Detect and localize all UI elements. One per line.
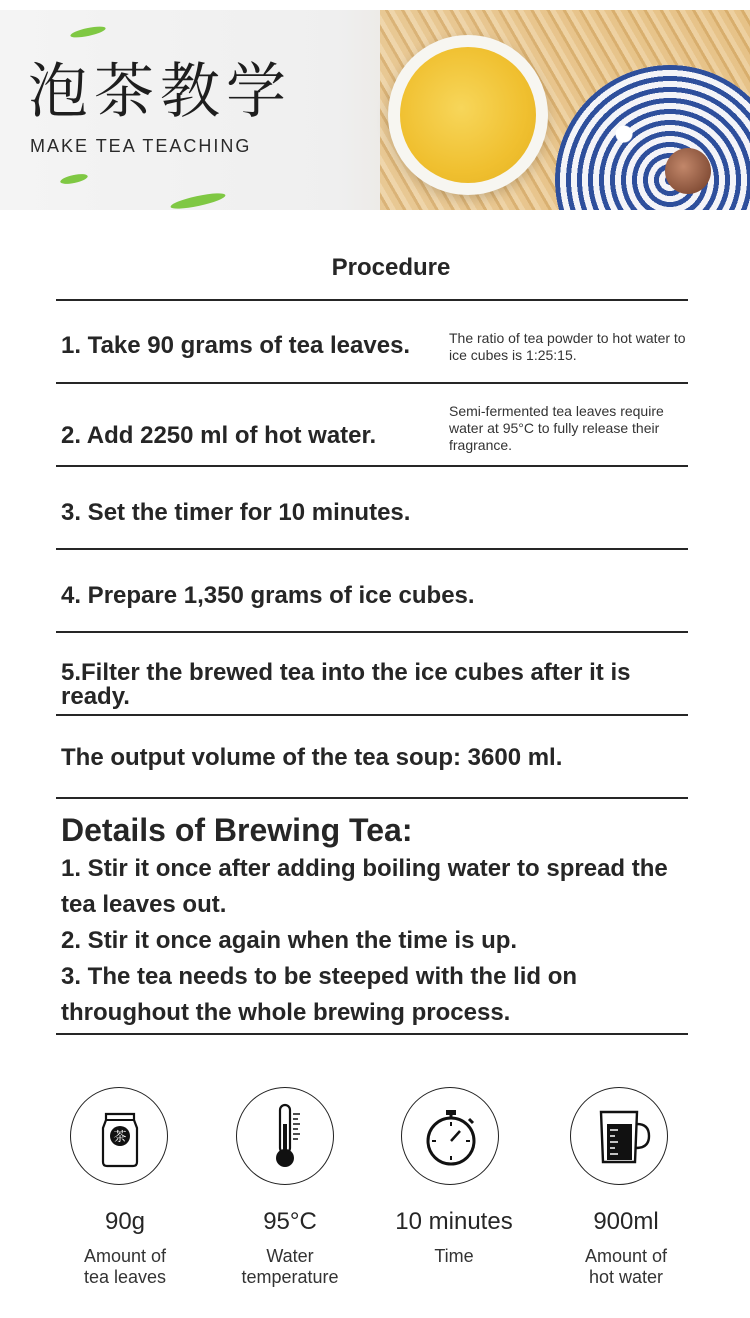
tea-amount-label: Amount of tea leaves <box>83 1246 167 1287</box>
step-1: 1. Take 90 grams of tea leaves. <box>61 332 411 359</box>
step-5-line-2: ready. <box>61 683 130 710</box>
step-5-line-1: 5.Filter the brewed tea into the ice cubes after it is <box>61 659 631 686</box>
stopwatch-icon <box>401 1087 499 1185</box>
leaf-decoration <box>70 24 107 39</box>
divider <box>56 299 688 301</box>
water-temperature-value: 95°C <box>263 1208 317 1235</box>
thermometer-icon <box>236 1087 334 1185</box>
details-line-4: 3. The tea needs to be steeped with the lid on <box>61 963 578 990</box>
time-value: 10 minutes <box>395 1208 513 1235</box>
water-amount-value: 900ml <box>593 1208 659 1235</box>
details-line-5: throughout the whole brewing process. <box>61 999 511 1026</box>
procedure-heading: Procedure <box>331 254 451 281</box>
step-4: 4. Prepare 1,350 grams of ice cubes. <box>61 582 475 609</box>
measuring-cup-icon <box>570 1087 668 1185</box>
step-1-note: The ratio of tea powder to hot water to ice cubes is 1:25:15. <box>449 330 686 363</box>
tea-liquid-image <box>400 47 536 183</box>
divider <box>56 548 688 550</box>
divider <box>56 1033 688 1035</box>
divider <box>56 631 688 633</box>
divider <box>56 465 688 467</box>
water-temperature-label: Water temperature <box>241 1246 339 1287</box>
page-title: 泡茶教学 <box>28 57 292 127</box>
details-line-3: 2. Stir it once again when the time is up. <box>61 927 518 954</box>
time-label: Time <box>434 1246 474 1266</box>
water-amount-label: Amount of hot water <box>584 1246 668 1287</box>
leaf-decoration <box>59 172 88 186</box>
step-2-note: Semi-fermented tea leaves require water at 95°C to fully release their fragrance. <box>449 403 664 453</box>
details-line-2: tea leaves out. <box>61 891 227 918</box>
step-3: 3. Set the timer for 10 minutes. <box>61 499 411 526</box>
tea-amount-value: 90g <box>104 1208 146 1235</box>
tea-glyph: 茶 <box>113 1130 127 1145</box>
step-2: 2. Add 2250 ml of hot water. <box>61 422 377 449</box>
divider <box>56 382 688 384</box>
details-line-1: 1. Stir it once after adding boiling water to spread the <box>61 855 668 882</box>
hero-banner <box>0 10 750 210</box>
tea-bag-icon <box>70 1087 168 1185</box>
leaf-decoration <box>170 190 227 210</box>
teapot-lid-knob <box>665 148 711 194</box>
divider <box>56 714 688 716</box>
details-heading: Details of Brewing Tea: <box>61 812 413 848</box>
output-volume: The output volume of the tea soup: 3600 ml. <box>61 744 563 771</box>
divider <box>56 797 688 799</box>
page-subtitle: MAKE TEA TEACHING <box>30 136 252 156</box>
